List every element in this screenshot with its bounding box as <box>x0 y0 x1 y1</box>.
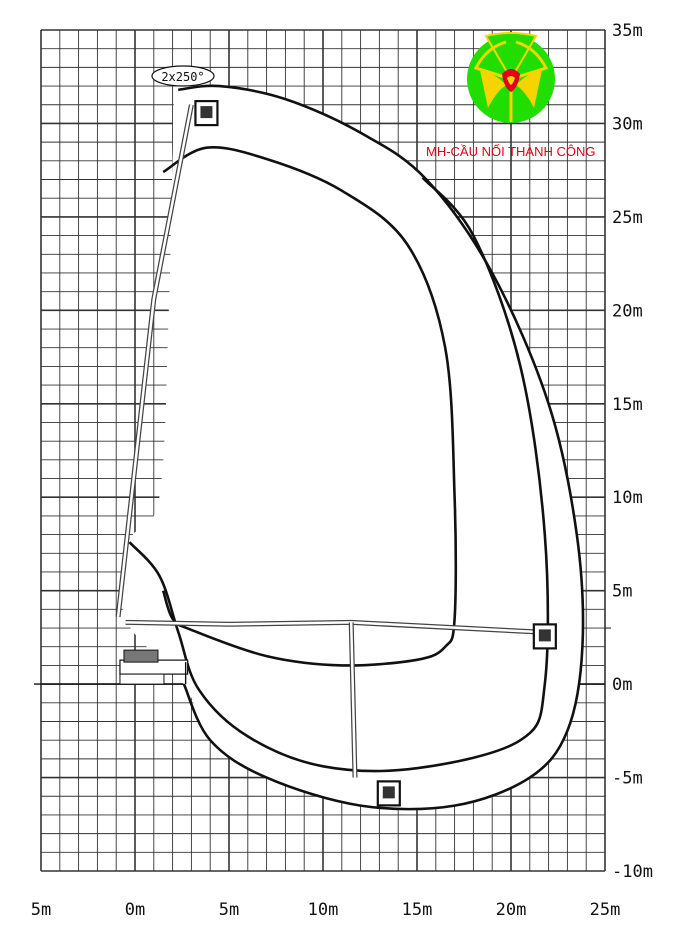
y-tick-label: 20m <box>612 301 643 322</box>
y-tick-label: 25m <box>612 207 643 228</box>
y-tick-label: 0m <box>612 675 633 696</box>
platform-detail <box>539 629 551 641</box>
trefoil-logo-icon <box>466 30 556 128</box>
x-tick-label: 15m <box>401 900 433 920</box>
x-tick-label: 0m <box>124 900 146 920</box>
x-tick-label: 25m <box>589 900 621 920</box>
x-tick-label: 10m <box>307 900 339 920</box>
y-tick-label: 35m <box>612 21 643 41</box>
platform-detail <box>200 106 212 118</box>
x-tick-label: 20m <box>495 900 527 920</box>
vehicle-turret <box>124 650 158 662</box>
y-tick-label: -5m <box>612 768 643 789</box>
slew-label <box>152 66 214 86</box>
brand-name: MH-CẦU NỐI THÀNH CÔNG <box>426 144 596 159</box>
y-tick-label: 30m <box>612 114 643 135</box>
x-tick-label: 5m <box>218 900 240 920</box>
y-tick-label: 5m <box>612 581 633 602</box>
y-tick-labels <box>612 21 653 882</box>
y-tick-label: 10m <box>612 488 643 509</box>
slew-angle-label: 2x250° <box>161 70 205 84</box>
platform-detail <box>383 786 395 798</box>
x-tick-label: 5m <box>30 900 52 920</box>
x-tick-labels <box>31 900 621 920</box>
vehicle-wheels <box>120 674 164 684</box>
y-tick-label: -10m <box>612 862 653 882</box>
y-tick-label: 15m <box>612 394 643 415</box>
